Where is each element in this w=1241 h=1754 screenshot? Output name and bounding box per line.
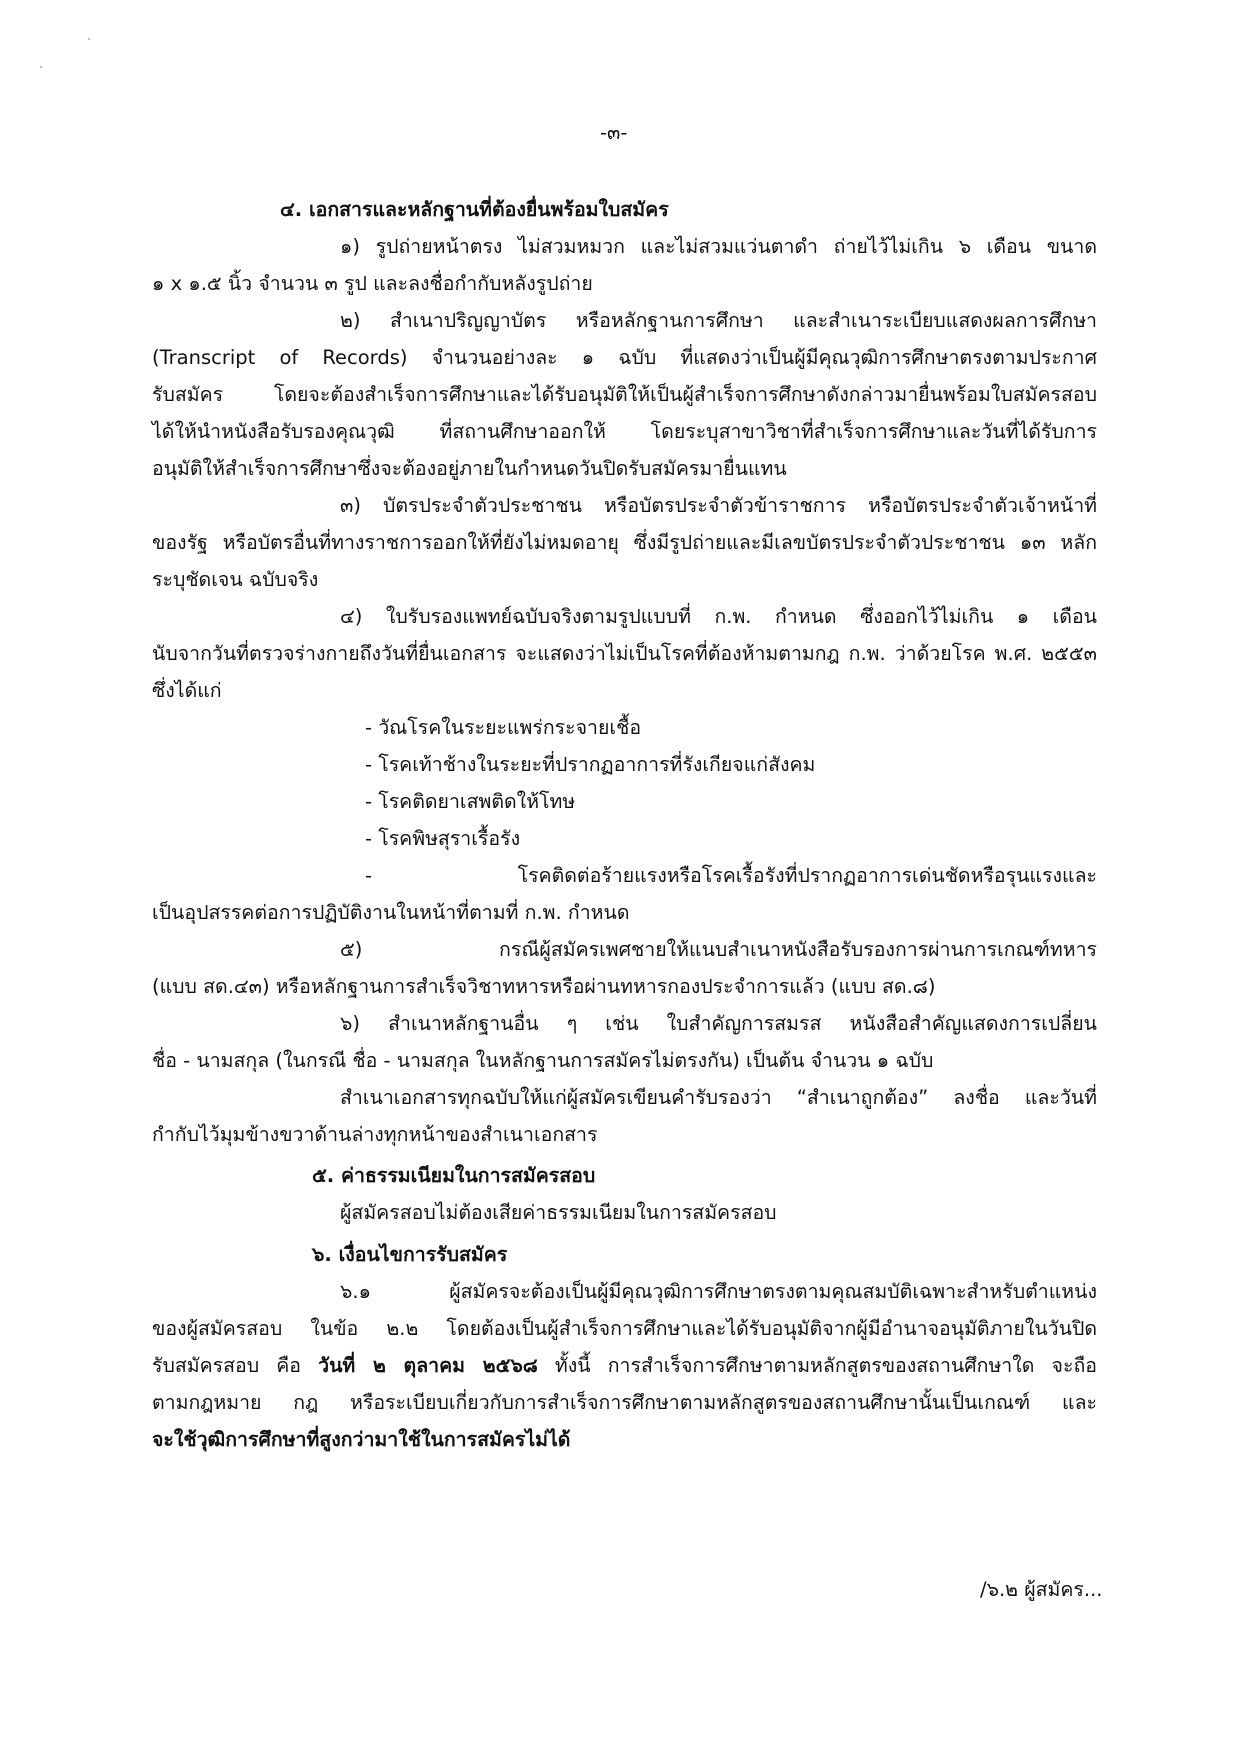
- item-5-line-1: ๕) กรณีผู้สมัครเพศชายให้แนบสำเนาหนังสือรับรองการผ่านการเกณฑ์ทหาร: [340, 938, 1097, 961]
- item-6-line-2: ชื่อ - นามสกุล (ในกรณี ชื่อ - นามสกุล ในหลักฐานการสมัครไม่ตรงกัน) เป็นต้น จำนวน ๑ ฉบับ: [152, 1049, 934, 1072]
- continuation-footer: /๖.๒ ผู้สมัคร...: [980, 1578, 1103, 1601]
- section-6-line-3-post: ทั้งนี้ การสำเร็จการศึกษาตามหลักสูตรของสถานศึกษาใด จะถือ: [537, 1354, 1097, 1377]
- disease-item: - โรคพิษสุราเรื้อรัง: [365, 827, 521, 850]
- item-3-line-2: ของรัฐ หรือบัตรอื่นที่ทางราชการออกให้ที่ยังไม่หมดอายุ ซึ่งมีรูปถ่ายและมีเลขบัตรประจำตัวประชาชน ๑๓ หลัก: [152, 531, 1097, 554]
- disease-item: - โรคติดต่อร้ายแรงหรือโรคเรื้อรังที่ปรากฏอาการเด่นชัดหรือรุนแรงและ: [365, 864, 1097, 887]
- item-1-line-2: ๑ x ๑.๕ นิ้ว จำนวน ๓ รูป และลงชื่อกำกับหลังรูปถ่าย: [152, 272, 593, 295]
- disease-item-continuation: เป็นอุปสรรคต่อการปฏิบัติงานในหน้าที่ตามที่ ก.พ. กำหนด: [152, 901, 630, 924]
- item-4-line-1: ๔) ใบรับรองแพทย์ฉบับจริงตามรูปแบบที่ ก.พ. กำหนด ซึ่งออกไว้ไม่เกิน ๑ เดือน: [340, 605, 1097, 628]
- item-5-line-2: (แบบ สด.๔๓) หรือหลักฐานการสำเร็จวิชาทหารหรือผ่านทหารกองประจำการแล้ว (แบบ สด.๘): [152, 975, 936, 998]
- section-5-heading: ๕. ค่าธรรมเนียมในการสมัครสอบ: [312, 1164, 596, 1187]
- section-6-line-1: ๖.๑ ผู้สมัครจะต้องเป็นผู้มีคุณวุฒิการศึกษาตรงตามคุณสมบัติเฉพาะสำหรับตำแหน่ง: [340, 1280, 1097, 1303]
- certify-line-2: กำกับไว้มุมข้างขวาด้านล่างทุกหน้าของสำเนาเอกสาร: [152, 1123, 598, 1146]
- section-6-line-4: ตามกฎหมาย กฎ หรือระเบียบเกี่ยวกับการสำเร็จการศึกษาตามหลักสูตรของสถานศึกษานั้นเป็นเกณฑ์ และ: [152, 1391, 1097, 1414]
- item-3-line-1: ๓) บัตรประจำตัวประชาชน หรือบัตรประจำตัวข้าราชการ หรือบัตรประจำตัวเจ้าหน้าที่: [340, 494, 1097, 517]
- item-6-line-1: ๖) สำเนาหลักฐานอื่น ๆ เช่น ใบสำคัญการสมรส หนังสือสำคัญแสดงการเปลี่ยน: [340, 1012, 1097, 1035]
- disease-item: - โรคติดยาเสพติดให้โทษ: [365, 790, 576, 813]
- scan-speck: [88, 38, 90, 40]
- closing-date: วันที่ ๒ ตุลาคม ๒๕๖๘: [318, 1354, 538, 1377]
- section-5-text: ผู้สมัครสอบไม่ต้องเสียค่าธรรมเนียมในการสมัครสอบ: [340, 1201, 777, 1224]
- section-6-line-2: ของผู้สมัครสอบ ในข้อ ๒.๒ โดยต้องเป็นผู้สำเร็จการศึกษาและได้รับอนุมัติจากผู้มีอำนาจอนุมัติภายในวันปิด: [152, 1317, 1097, 1340]
- disease-item: - วัณโรคในระยะแพร่กระจายเชื้อ: [365, 716, 642, 739]
- page-number: -๓-: [600, 121, 628, 144]
- item-2-line-3: รับสมัคร โดยจะต้องสำเร็จการศึกษาและได้รับอนุมัติให้เป็นผู้สำเร็จการศึกษาดังกล่าวมายื่นพร้อมใบสมัครสอบ: [152, 383, 1097, 406]
- scan-speck: [40, 66, 42, 68]
- section-6-line-5: จะใช้วุฒิการศึกษาที่สูงกว่ามาใช้ในการสมัครไม่ได้: [152, 1428, 571, 1451]
- item-2-line-1: ๒) สำเนาปริญญาบัตร หรือหลักฐานการศึกษา และสำเนาระเบียบแสดงผลการศึกษา: [340, 309, 1097, 332]
- item-4-line-2: นับจากวันที่ตรวจร่างกายถึงวันที่ยื่นเอกสาร จะแสดงว่าไม่เป็นโรคที่ต้องห้ามตามกฎ ก.พ. ว่าด้วยโรค พ.ศ. ๒๕๕๓: [152, 642, 1097, 665]
- section-6-line-3: [152, 1353, 1097, 1379]
- item-2-line-4: ได้ให้นำหนังสือรับรองคุณวุฒิ ที่สถานศึกษาออกให้ โดยระบุสาขาวิชาที่สำเร็จการศึกษาและวันที่ได้รับการ: [152, 420, 1097, 443]
- certify-line-1: สำเนาเอกสารทุกฉบับให้แก่ผู้สมัครเขียนคำรับรองว่า “สำเนาถูกต้อง” ลงชื่อ และวันที่: [340, 1086, 1097, 1109]
- item-2-line-2: (Transcript of Records) จำนวนอย่างละ ๑ ฉบับ ที่แสดงว่าเป็นผู้มีคุณวุฒิการศึกษาตรงตามประกาศ: [152, 346, 1097, 369]
- section-4-heading: ๔. เอกสารและหลักฐานที่ต้องยื่นพร้อมใบสมัคร: [280, 198, 669, 221]
- item-3-line-3: ระบุชัดเจน ฉบับจริง: [152, 568, 319, 591]
- item-4-line-3: ซึ่งได้แก่: [152, 679, 222, 702]
- item-1-line-1: ๑) รูปถ่ายหน้าตรง ไม่สวมหมวก และไม่สวมแว่นตาดำ ถ่ายไว้ไม่เกิน ๖ เดือน ขนาด: [340, 235, 1097, 258]
- disease-item: - โรคเท้าช้างในระยะที่ปรากฏอาการที่รังเกียจแก่สังคม: [365, 753, 816, 776]
- section-6-heading: ๖. เงื่อนไขการรับสมัคร: [312, 1243, 508, 1266]
- item-2-line-5: อนุมัติให้สำเร็จการศึกษาซึ่งจะต้องอยู่ภายในกำหนดวันปิดรับสมัครมายื่นแทน: [152, 457, 787, 480]
- section-6-line-3-pre: รับสมัครสอบ คือ: [152, 1354, 319, 1377]
